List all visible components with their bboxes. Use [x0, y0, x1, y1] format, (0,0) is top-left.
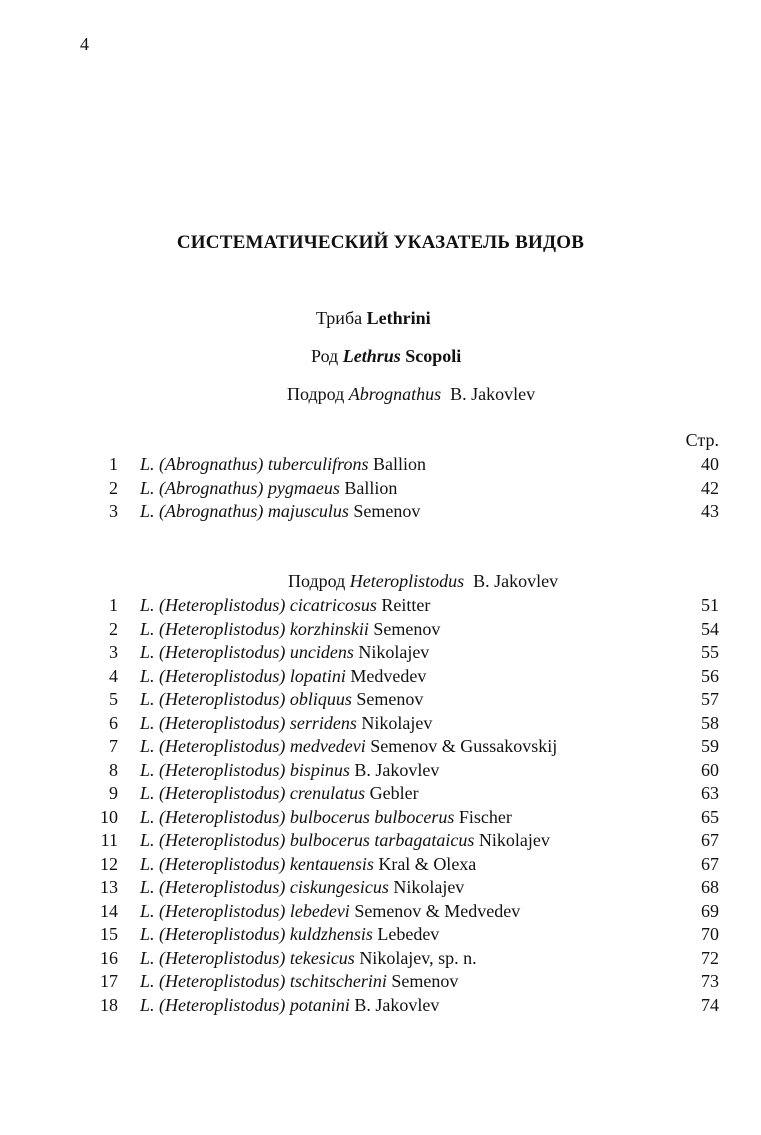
subgenus-label: (Heteroplistodus)	[159, 924, 286, 944]
subgenus-author: B. Jakovlev	[450, 384, 536, 404]
subgenus-label: (Heteroplistodus)	[159, 665, 286, 686]
subgenus-label: (Heteroplistodus)	[159, 994, 286, 1015]
species-epithet: uncidens	[289, 642, 354, 662]
genus-abbreviation: L.	[140, 477, 155, 498]
species-number: 16	[100, 947, 118, 968]
species-name	[140, 665, 426, 689]
page-number: 4	[80, 34, 89, 54]
species-row	[0, 876, 761, 900]
species-name	[140, 759, 439, 783]
subgenus-name: Heteroplistodus	[349, 571, 465, 591]
subgenus-label: (Abrognathus)	[159, 501, 264, 521]
species-name	[140, 947, 477, 971]
species-list-abrognathus	[0, 453, 761, 524]
genus-abbreviation: L.	[140, 924, 155, 944]
species-epithet: tschitscherini	[289, 971, 387, 991]
species-number: 13	[100, 877, 118, 897]
species-author: Semenov & Medvedev	[354, 900, 521, 921]
species-epithet: potanini	[289, 994, 350, 1015]
species-name	[140, 735, 557, 759]
subgenus-label: (Abrognathus)	[159, 454, 264, 474]
subgenus-label: (Heteroplistodus)	[159, 806, 286, 827]
genus-abbreviation: L.	[140, 783, 155, 803]
subgenus-heading-heteroplistodus	[288, 571, 558, 592]
species-name	[140, 829, 550, 853]
species-number: 14	[100, 900, 118, 921]
species-row	[0, 688, 761, 712]
genus-abbreviation: L.	[140, 900, 155, 921]
species-epithet: bispinus	[289, 759, 350, 780]
genus-abbreviation: L.	[140, 618, 155, 639]
genus-abbreviation: L.	[140, 947, 155, 968]
genus-abbreviation: L.	[140, 830, 155, 850]
species-row	[0, 806, 761, 830]
tribe-prefix: Триба	[316, 308, 363, 328]
species-number: 1	[109, 454, 118, 474]
species-number: 1	[109, 595, 118, 615]
species-name	[140, 500, 420, 524]
species-number: 11	[100, 830, 118, 850]
genus-abbreviation: L.	[140, 853, 155, 874]
species-name	[140, 594, 430, 618]
genus-abbreviation: L.	[140, 665, 155, 686]
species-author: Medvedev	[350, 665, 427, 686]
species-author: Nikolajev, sp. n.	[359, 947, 477, 968]
subgenus-heading-abrognathus	[287, 384, 535, 405]
species-row	[0, 618, 761, 642]
species-author: Semenov	[373, 618, 441, 639]
species-number: 4	[109, 665, 118, 686]
species-page: 72	[701, 947, 719, 968]
genus-abbreviation: L.	[140, 642, 155, 662]
species-epithet: bulbocerus tarbagataicus	[289, 830, 475, 850]
species-name	[140, 923, 439, 947]
genus-abbreviation: L.	[140, 595, 155, 615]
genus-name: Lethrus	[342, 346, 401, 366]
species-author: Semenov	[353, 501, 421, 521]
species-name	[140, 712, 432, 736]
page-column-header: Стр.	[685, 430, 719, 450]
species-author: Reitter	[381, 595, 431, 615]
species-row	[0, 994, 761, 1018]
species-page: 51	[701, 595, 719, 615]
species-name	[140, 994, 439, 1018]
genus-abbreviation: L.	[140, 736, 155, 756]
species-row	[0, 453, 761, 477]
subgenus-label: (Abrognathus)	[159, 477, 264, 498]
species-page: 70	[701, 924, 719, 944]
species-author: Nikolajev	[478, 830, 550, 850]
species-number: 2	[109, 618, 118, 639]
species-list-heteroplistodus	[0, 594, 761, 1017]
species-row	[0, 759, 761, 783]
subgenus-author: B. Jakovlev	[473, 571, 559, 591]
species-page: 67	[701, 853, 719, 874]
species-number: 8	[109, 759, 118, 780]
subgenus-label: (Heteroplistodus)	[159, 595, 286, 615]
species-author: Semenov	[356, 689, 424, 709]
species-name	[140, 900, 520, 924]
species-number: 15	[100, 924, 118, 944]
species-page: 40	[701, 454, 719, 474]
species-row	[0, 923, 761, 947]
species-author: Ballion	[373, 454, 427, 474]
species-row	[0, 712, 761, 736]
species-name	[140, 688, 423, 712]
species-row	[0, 782, 761, 806]
species-epithet: crenulatus	[289, 783, 366, 803]
species-page: 59	[701, 736, 719, 756]
species-name	[140, 453, 426, 477]
species-page: 65	[701, 806, 719, 827]
genus-abbreviation: L.	[140, 712, 155, 733]
species-page: 73	[701, 971, 719, 991]
species-epithet: majusculus	[267, 501, 349, 521]
species-name	[140, 782, 419, 806]
species-epithet: tuberculifrons	[267, 454, 369, 474]
species-page: 67	[701, 830, 719, 850]
genus-prefix: Род	[311, 346, 339, 366]
species-row	[0, 665, 761, 689]
species-number: 10	[100, 806, 118, 827]
species-row	[0, 500, 761, 524]
tribe-name: Lethrini	[366, 308, 431, 328]
subgenus-label: (Heteroplistodus)	[159, 759, 286, 780]
genus-abbreviation: L.	[140, 689, 155, 709]
species-row	[0, 641, 761, 665]
species-epithet: medvedevi	[289, 736, 366, 756]
subgenus-label: (Heteroplistodus)	[159, 900, 286, 921]
species-number: 5	[109, 689, 118, 709]
species-author: Semenov	[391, 971, 459, 991]
subgenus-label: (Heteroplistodus)	[159, 971, 286, 991]
subgenus-label: (Heteroplistodus)	[159, 712, 286, 733]
species-row	[0, 970, 761, 994]
species-row	[0, 853, 761, 877]
species-name	[140, 641, 429, 665]
species-name	[140, 970, 458, 994]
species-page: 58	[701, 712, 719, 733]
species-name	[140, 853, 476, 877]
species-number: 3	[109, 642, 118, 662]
species-row	[0, 829, 761, 853]
species-page: 54	[701, 618, 719, 639]
page-title: СИСТЕМАТИЧЕСКИЙ УКАЗАТЕЛЬ ВИДОВ	[176, 232, 585, 253]
species-epithet: bulbocerus bulbocerus	[289, 806, 455, 827]
species-epithet: kentauensis	[289, 853, 374, 874]
genus-heading	[311, 346, 461, 367]
species-page: 56	[701, 665, 719, 686]
species-name	[140, 806, 512, 830]
species-row	[0, 477, 761, 501]
species-number: 2	[109, 477, 118, 498]
species-number: 12	[100, 853, 118, 874]
genus-abbreviation: L.	[140, 454, 155, 474]
species-row	[0, 735, 761, 759]
species-name	[140, 618, 440, 642]
genus-abbreviation: L.	[140, 971, 155, 991]
subgenus-label: (Heteroplistodus)	[159, 947, 286, 968]
species-page: 63	[701, 783, 719, 803]
genus-author: Scopoli	[405, 346, 462, 366]
species-page: 57	[701, 689, 719, 709]
subgenus-prefix: Подрод	[287, 384, 345, 404]
species-page: 60	[701, 759, 719, 780]
subgenus-label: (Heteroplistodus)	[159, 830, 286, 850]
subgenus-label: (Heteroplistodus)	[159, 642, 286, 662]
species-number: 3	[109, 501, 118, 521]
species-page: 68	[701, 877, 719, 897]
genus-abbreviation: L.	[140, 877, 155, 897]
species-author: Lebedev	[377, 924, 440, 944]
subgenus-label: (Heteroplistodus)	[159, 853, 286, 874]
subgenus-label: (Heteroplistodus)	[159, 736, 286, 756]
species-epithet: serridens	[289, 712, 357, 733]
species-epithet: obliquus	[289, 689, 352, 709]
species-page: 43	[701, 501, 719, 521]
subgenus-label: (Heteroplistodus)	[159, 877, 286, 897]
species-number: 17	[100, 971, 118, 991]
species-author: Semenov & Gussakovskij	[370, 736, 558, 756]
species-page: 74	[701, 994, 719, 1015]
species-epithet: cicatricosus	[289, 595, 377, 615]
species-row	[0, 594, 761, 618]
species-author: Ballion	[344, 477, 398, 498]
species-author: Kral & Olexa	[378, 853, 477, 874]
species-number: 7	[109, 736, 118, 756]
genus-abbreviation: L.	[140, 806, 155, 827]
species-epithet: korzhinskii	[289, 618, 369, 639]
subgenus-label: (Heteroplistodus)	[159, 689, 286, 709]
species-author: Fischer	[458, 806, 512, 827]
subgenus-name: Abrognathus	[348, 384, 442, 404]
species-number: 18	[100, 994, 118, 1015]
species-author: Nikolajev	[358, 642, 430, 662]
species-author: B. Jakovlev	[354, 759, 440, 780]
species-epithet: kuldzhensis	[289, 924, 373, 944]
species-author: Gebler	[369, 783, 419, 803]
subgenus-label: (Heteroplistodus)	[159, 618, 286, 639]
genus-abbreviation: L.	[140, 759, 155, 780]
species-epithet: pygmaeus	[267, 477, 340, 498]
species-page: 42	[701, 477, 719, 498]
genus-abbreviation: L.	[140, 501, 155, 521]
tribe-heading	[316, 308, 431, 329]
species-page: 55	[701, 642, 719, 662]
species-author: Nikolajev	[393, 877, 465, 897]
species-epithet: ciskungesicus	[289, 877, 389, 897]
species-name	[140, 477, 397, 501]
species-number: 6	[109, 712, 118, 733]
subgenus-prefix: Подрод	[288, 571, 346, 591]
species-number: 9	[109, 783, 118, 803]
species-name	[140, 876, 464, 900]
species-epithet: lebedevi	[289, 900, 350, 921]
species-row	[0, 900, 761, 924]
subgenus-label: (Heteroplistodus)	[159, 783, 286, 803]
species-author: Nikolajev	[361, 712, 433, 733]
species-epithet: lopatini	[289, 665, 346, 686]
genus-abbreviation: L.	[140, 994, 155, 1015]
species-row	[0, 947, 761, 971]
species-epithet: tekesicus	[289, 947, 355, 968]
species-author: B. Jakovlev	[354, 994, 440, 1015]
species-page: 69	[701, 900, 719, 921]
